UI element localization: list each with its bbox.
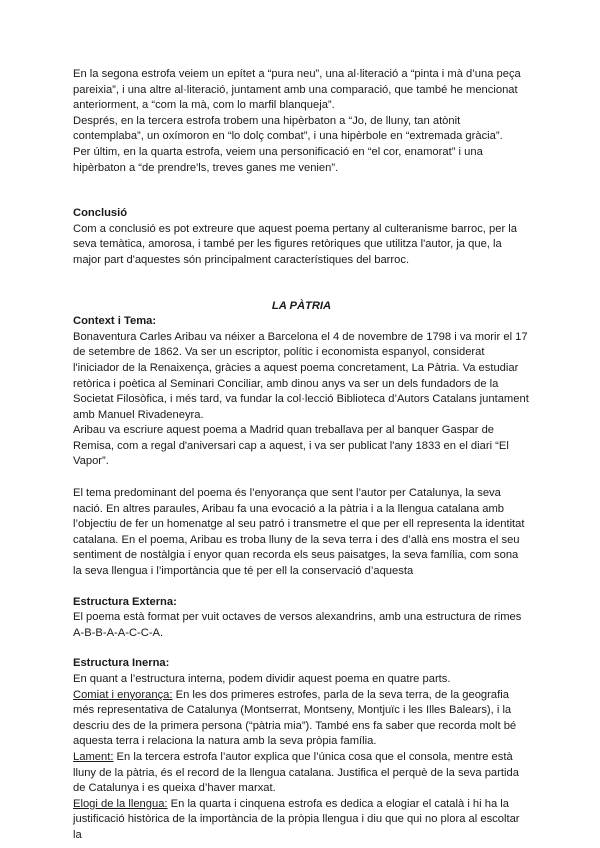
part-text: En la tercera estrofa l’autor explica que l’única cosa que el consola, mentre està lluny de la pàtria, és el record de la llengua catalana. Justifica el perquè de la seva partida de Catalunya i es queixa d’haver marxat.	[73, 750, 519, 795]
internal-part-praise	[73, 797, 530, 844]
part-label: Elogi de la llengua:	[73, 797, 168, 810]
paragraph-second-stanza: En la segona estrofa veiem un epítet a “pura neu”, una al·literació a “pinta i mà d’una peça pareixia”, i una altre al·literació, juntament amb una comparació, que també he mencionat anteriorment, a “com la mà, com lo marfil blanqueja”.	[73, 68, 521, 112]
part-label: Comiat i enyorança:	[73, 688, 173, 701]
part-text: En la quarta i cinquena estrofa es dedica a elogiar el català i hi ha la justificació històrica de la importància de la pròpia llengua i diu que qui no plora al escoltar la	[73, 797, 520, 841]
internal-structure-heading: Estructura Inerna:	[73, 657, 170, 670]
internal-part-farewell	[73, 688, 530, 750]
external-structure-section	[73, 595, 530, 642]
analysis-section	[73, 67, 530, 176]
context-heading: Context i Tema:	[73, 315, 157, 328]
internal-part-lament	[73, 750, 530, 797]
context-section	[73, 314, 530, 580]
part-label: Lament:	[73, 750, 114, 763]
external-structure-heading: Estructura Externa:	[73, 595, 177, 608]
part-text: En les dos primeres estrofes, parla de la seva terra, de la geografia més representativa de Catalunya (Montserrat, Montseny, Montjuïc i les Illes Balears), i la descriu des de la primera persona (“pàtria mia”). També ens fa saber que recorda molt bé aquesta terra i relaciona la natura amb la seva pròpia família.	[73, 688, 517, 748]
poem-title: LA PÀTRIA	[271, 299, 332, 312]
theme-paragraph: El tema predominant del poema és l’enyorança que sent l’autor per Catalunya, la seva nació. En altres paraules, Aribau fa una evocació a la pàtria i a la llengua catalana amb l’objectiu de fer un homenatge al seu patró i transmetre el que per ell representa la identitat catalana. En el poema, Aribau es troba lluny de la seva terra i des d’allà ens mostra el seu sentiment de nostàlgia i enyor quan recorda els seus paisatges, la seva família, com sona la seva llengua i l’importància que té per ell la conservació d’aquesta	[73, 487, 525, 578]
conclusion-section	[73, 206, 530, 268]
paragraph-third-stanza: Després, en la tercera estrofa trobem una hipèrbaton a “Jo, de lluny, tan atònit contemplaba”, un oxímoron en “lo dolç combat”, i una hipèrbole en “extremada gràcia”.	[73, 114, 503, 143]
internal-structure-intro: En quant a l’estructura interna, podem dividir aquest poema en quatre parts.	[73, 673, 451, 685]
conclusion-text: Com a conclusió es pot extreure que aquest poema pertany al culteranisme barroc, per la seva temàtica, amorosa, i també per les figures retòriques que utilitza l'autor, ja que, la major part d'aquestes són principalment característiques del barroc.	[73, 222, 518, 266]
context-publication: Aribau va escriure aquest poema a Madrid quan treballava per al banquer Gaspar de Remisa, com a regal d'aniversari cap a aquest, i va ser publicat l'any 1833 en el diari “El Vapor”.	[73, 424, 509, 468]
external-structure-text: El poema està format per vuit octaves de versos alexandrins, amb una estructura de rimes A-B-B-A-A-C-C-A.	[73, 611, 522, 639]
conclusion-heading: Conclusió	[73, 207, 128, 220]
paragraph-fourth-stanza: Per últim, en la quarta estrofa, veiem una personificació en “el cor, enamorat” i una hipèrbaton a “de prendre'ls, treves ganes me venien”.	[73, 145, 483, 174]
internal-structure-section	[73, 656, 530, 843]
context-biography: Bonaventura Carles Aribau va néixer a Barcelona el 4 de novembre de 1798 i va morir el 17 de setembre de 1862. Va ser un escriptor, polític i economista espanyol, considerat l'iniciador de la Renaixença, gràcies a aquest poema concretament, La Pàtria. Va estudiar retòrica i poètica al Seminari Conciliar, amb dinou anys va ser un dels fundadors de la Societat Filosòfica, i més tard, va fundar la col·lecció Biblioteca d’Autors Catalans juntament amb Manuel Rivadeneyra.	[73, 330, 529, 421]
